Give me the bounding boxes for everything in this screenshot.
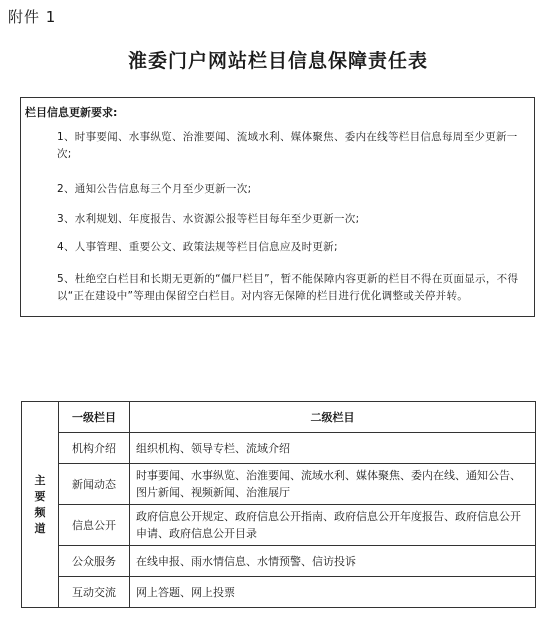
level2-cell: 组织机构、领导专栏、流域介绍 (130, 433, 536, 464)
level1-cell: 机构介绍 (59, 433, 130, 464)
table-row (22, 464, 536, 505)
document-title: 淮委门户网站栏目信息保障责任表 (127, 50, 428, 72)
table-row (22, 505, 536, 546)
requirement-item: 5、杜绝空白栏目和长期无更新的“僵尸栏目”，暂不能保障内容更新的栏目不得在页面显示，不得以“正在建设中”等理由保留空白栏目。对内容无保障的栏目进行优化调整或关停并转。 (57, 273, 519, 302)
side-label-char: 频 (34, 505, 46, 519)
table-header-row (22, 402, 536, 433)
side-label-char: 要 (34, 489, 46, 503)
channel-table (21, 401, 536, 608)
level2-cell: 时事要闻、水事纵览、治淮要闻、流域水利、媒体聚焦、委内在线、通知公告、图片新闻、视频新闻、治淮展厅 (130, 464, 536, 505)
requirement-item: 4、人事管理、重要公文、政策法规等栏目信息应及时更新; (57, 241, 338, 253)
table-row (22, 577, 536, 608)
level1-cell: 信息公开 (59, 505, 130, 546)
table-row (22, 546, 536, 577)
requirements-heading: 栏目信息更新要求: (25, 106, 118, 119)
table-row (22, 433, 536, 464)
level2-cell: 在线申报、雨水情信息、水情预警、信访投诉 (130, 546, 536, 577)
side-label-char: 道 (34, 521, 46, 535)
level1-header: 一级栏目 (59, 402, 130, 433)
side-label-char: 主 (34, 473, 46, 487)
level2-header: 二级栏目 (130, 402, 536, 433)
requirement-item: 3、水利规划、年度报告、水资源公报等栏目每年至少更新一次; (57, 213, 360, 225)
level1-cell: 公众服务 (59, 546, 130, 577)
level1-cell: 互动交流 (59, 577, 130, 608)
requirement-item: 2、通知公告信息每三个月至少更新一次; (57, 183, 252, 195)
level2-cell: 政府信息公开规定、政府信息公开指南、政府信息公开年度报告、政府信息公开申请、政府信息公开目录 (130, 505, 536, 546)
level2-cell: 网上答题、网上投票 (130, 577, 536, 608)
requirements-box (20, 97, 535, 317)
level1-cell: 新闻动态 (59, 464, 130, 505)
main-channels-label (22, 402, 59, 608)
annex-label: 附件 1 (8, 8, 57, 26)
requirement-item: 1、时事要闻、水事纵览、治淮要闻、流域水利、媒体聚焦、委内在线等栏目信息每周至少更新一次; (57, 131, 518, 160)
